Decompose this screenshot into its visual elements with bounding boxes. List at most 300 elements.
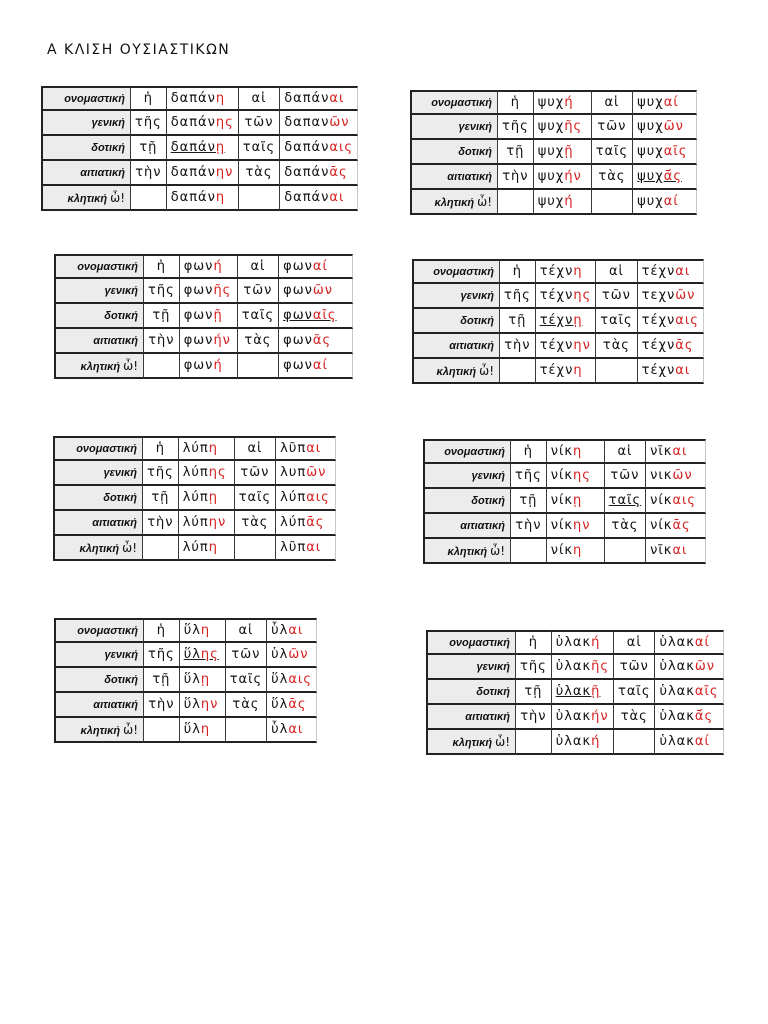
ending: αις: [306, 490, 330, 505]
ending: ᾱς: [672, 518, 691, 533]
declension-row-nominative: [54, 618, 317, 643]
case-label: δοτική: [423, 489, 511, 514]
ending: ήν: [213, 333, 231, 348]
plural-article: αἱ: [238, 254, 279, 279]
singular-article: τῆς: [131, 111, 167, 136]
singular-article: τῆς: [511, 464, 547, 489]
stem: ὕλ: [183, 722, 201, 737]
plural-form: [646, 539, 706, 564]
singular-form: [167, 136, 239, 161]
case-label: δοτική: [412, 309, 500, 334]
plural-form: [633, 140, 697, 165]
singular-form: [167, 161, 239, 186]
vocative-particle: ὦ!: [479, 363, 494, 378]
vocative-particle: ὦ!: [477, 194, 492, 209]
plural-article: τὰς: [239, 161, 280, 186]
singular-form: [180, 254, 238, 279]
plural-form: [646, 439, 706, 464]
stem: δαπάν: [284, 190, 330, 205]
plural-form: [267, 718, 317, 743]
ending: αις: [288, 672, 312, 687]
stem: τέχν: [539, 313, 574, 328]
singular-article: ἡ: [131, 86, 167, 111]
ending: ῶν: [672, 468, 693, 483]
declension-table-techni: [412, 259, 704, 384]
stem: νῖκ: [650, 543, 673, 558]
plural-article: τὰς: [238, 329, 279, 354]
singular-form: [536, 259, 597, 284]
plural-form: [638, 359, 704, 384]
plural-article: τῶν: [235, 461, 276, 486]
singular-article: ἡ: [500, 259, 536, 284]
singular-article: τῇ: [144, 668, 180, 693]
vocative-particle: ὦ!: [490, 543, 505, 558]
stem: νίκ: [650, 493, 673, 508]
ending: ης: [215, 115, 234, 130]
stem: ὕλ: [183, 623, 201, 638]
stem: ψυχ: [537, 194, 565, 209]
stem: τέχν: [641, 338, 676, 353]
declension-row-genitive: [412, 284, 704, 309]
singular-article: τῇ: [143, 486, 179, 511]
singular-form: [179, 436, 235, 461]
plural-article: ταῖς: [239, 136, 280, 161]
singular-article: τὴν: [498, 165, 534, 190]
singular-form: [180, 304, 238, 329]
stem: τέχν: [641, 363, 676, 378]
case-label: κλητική ὦ!: [41, 186, 131, 211]
singular-article: ἡ: [516, 630, 552, 655]
singular-article: ἡ: [143, 436, 179, 461]
declension-row-vocative: [423, 539, 706, 564]
singular-form: [179, 511, 235, 536]
singular-form: [180, 279, 238, 304]
case-label: δοτική: [54, 668, 144, 693]
singular-article: τῆς: [498, 115, 534, 140]
ending: ᾶς: [312, 333, 332, 348]
ending: αι: [306, 441, 322, 456]
singular-article: τῆς: [143, 461, 179, 486]
singular-form: [536, 334, 597, 359]
ending: ης: [200, 647, 219, 662]
case-label: ονομαστική: [412, 259, 500, 284]
singular-form: [179, 461, 235, 486]
singular-form: [180, 354, 238, 379]
stem: λῦπ: [280, 441, 307, 456]
singular-form: [552, 655, 614, 680]
plural-form: [633, 115, 697, 140]
declension-row-vocative: [54, 718, 317, 743]
singular-form: [547, 514, 605, 539]
ending: ην: [200, 697, 219, 712]
ending: ῶν: [306, 465, 327, 480]
declension-row-genitive: [423, 464, 706, 489]
stem: νίκ: [550, 493, 574, 508]
stem: ψυχ: [537, 119, 565, 134]
ending: ῇ: [591, 684, 601, 699]
declension-row-dative: [423, 489, 706, 514]
stem: τέχν: [539, 264, 574, 279]
singular-article: τὴν: [143, 511, 179, 536]
ending: η: [573, 363, 583, 378]
plural-form: [279, 329, 353, 354]
stem: φων: [183, 308, 214, 323]
singular-article: τῆς: [144, 279, 180, 304]
case-label: γενική: [426, 655, 516, 680]
plural-article: τὰς: [614, 705, 655, 730]
stem: ὑλακ: [555, 734, 592, 749]
stem: ὕλ: [183, 647, 201, 662]
ending: αῖς: [663, 144, 688, 159]
ending: ᾱς: [329, 165, 348, 180]
plural-form: [633, 190, 697, 215]
ending: αί: [312, 358, 328, 373]
case-label: αιτιατική: [423, 514, 511, 539]
case-label: αιτιατική: [41, 161, 131, 186]
case-label: δοτική: [426, 680, 516, 705]
stem: ὗλ: [271, 722, 289, 737]
singular-article: ἡ: [144, 254, 180, 279]
singular-form: [547, 464, 605, 489]
case-label: γενική: [41, 111, 131, 136]
singular-form: [552, 705, 614, 730]
stem: λύπ: [182, 441, 209, 456]
plural-article: ταῖς: [592, 140, 633, 165]
singular-form: [180, 668, 226, 693]
plural-form: [279, 254, 353, 279]
plural-form: [655, 655, 723, 680]
singular-form: [180, 618, 226, 643]
singular-article: [143, 536, 179, 561]
declension-row-nominative: [41, 86, 358, 111]
singular-article: τῇ: [144, 304, 180, 329]
ending: η: [573, 264, 583, 279]
singular-article: [131, 186, 167, 211]
case-label: δοτική: [54, 304, 144, 329]
singular-form: [180, 643, 226, 668]
ending: η: [208, 441, 218, 456]
ending: ήν: [564, 169, 582, 184]
singular-form: [534, 165, 592, 190]
stem: ψυχ: [637, 144, 664, 159]
case-label: αιτιατική: [54, 329, 144, 354]
singular-article: τὴν: [500, 334, 536, 359]
vocative-particle: ὦ!: [123, 358, 138, 373]
plural-form: [280, 136, 358, 161]
singular-form: [167, 186, 239, 211]
plural-form: [276, 461, 336, 486]
stem: νῖκ: [650, 444, 673, 459]
ending: αι: [672, 543, 688, 558]
declension-row-accusative: [410, 165, 697, 190]
ending: ήν: [591, 709, 609, 724]
stem: ὕλ: [271, 672, 289, 687]
ending: αι: [288, 623, 304, 638]
ending: ης: [208, 465, 227, 480]
plural-form: [633, 90, 697, 115]
vocative-particle: ὦ!: [495, 734, 510, 749]
singular-form: [536, 309, 597, 334]
ending: ή: [564, 194, 574, 209]
plural-article: τῶν: [238, 279, 279, 304]
plural-article: [235, 536, 276, 561]
declension-row-vocative: [426, 730, 724, 755]
stem: νίκ: [650, 518, 673, 533]
singular-form: [180, 693, 226, 718]
plural-form: [655, 705, 723, 730]
plural-article: ταῖς: [238, 304, 279, 329]
case-label: κλητική ὦ!: [54, 718, 144, 743]
stem: λύπ: [280, 490, 307, 505]
plural-form: [655, 630, 723, 655]
singular-article: [144, 354, 180, 379]
singular-article: τῆς: [500, 284, 536, 309]
ending: αι: [675, 363, 691, 378]
stem: λύπ: [182, 515, 209, 530]
declension-table-psychi: [410, 90, 697, 215]
plural-article: τὰς: [596, 334, 637, 359]
plural-article: τῶν: [592, 115, 633, 140]
case-label: δοτική: [53, 486, 143, 511]
ending: η: [215, 190, 226, 205]
singular-article: τῇ: [516, 680, 552, 705]
ending: αι: [288, 722, 304, 737]
singular-article: τῇ: [511, 489, 547, 514]
ending: η: [208, 540, 218, 555]
plural-form: [638, 259, 704, 284]
singular-article: τῇ: [500, 309, 536, 334]
stem: φων: [283, 358, 313, 373]
stem: ὑλακ: [555, 635, 592, 650]
case-label: αιτιατική: [410, 165, 498, 190]
ending: ῃ: [200, 672, 211, 687]
stem: ὑλακ: [555, 709, 592, 724]
plural-form: [267, 643, 317, 668]
ending: αι: [329, 91, 345, 106]
stem: ὕλ: [183, 697, 201, 712]
singular-form: [547, 439, 605, 464]
declension-row-accusative: [54, 693, 317, 718]
stem: ὑλακ: [659, 709, 695, 724]
declension-row-dative: [412, 309, 704, 334]
case-label: γενική: [54, 279, 144, 304]
stem: δαπαν: [284, 115, 330, 130]
ending: αί: [663, 95, 679, 110]
ending: ῃ: [573, 313, 583, 328]
case-label: κλητική ὦ!: [54, 354, 144, 379]
stem: τεχν: [641, 288, 676, 303]
case-label: κλητική ὦ!: [410, 190, 498, 215]
ending: ή: [564, 95, 574, 110]
plural-form: [280, 186, 358, 211]
stem: λύπ: [280, 515, 307, 530]
declension-row-accusative: [41, 161, 358, 186]
declension-row-dative: [410, 140, 697, 165]
singular-article: ἡ: [511, 439, 547, 464]
plural-article: αἱ: [605, 439, 646, 464]
case-label: γενική: [54, 643, 144, 668]
stem: φων: [183, 358, 214, 373]
singular-article: ἡ: [144, 618, 180, 643]
case-label: γενική: [410, 115, 498, 140]
stem: δαπάν: [170, 190, 216, 205]
stem: ψυχ: [637, 169, 664, 184]
case-label: ονομαστική: [53, 436, 143, 461]
singular-form: [180, 329, 238, 354]
plural-article: [592, 190, 633, 215]
stem: λύπ: [182, 465, 209, 480]
ending: ῶν: [329, 115, 350, 130]
declension-row-nominative: [410, 90, 697, 115]
declension-row-accusative: [426, 705, 724, 730]
plural-article: τῶν: [605, 464, 646, 489]
stem: ὕλ: [271, 697, 289, 712]
stem: ψυχ: [637, 194, 664, 209]
stem: ὑλακ: [659, 734, 695, 749]
plural-form: [267, 618, 317, 643]
plural-form: [279, 354, 353, 379]
plural-article: αἱ: [239, 86, 280, 111]
singular-article: [144, 718, 180, 743]
ending: αι: [306, 540, 322, 555]
singular-form: [179, 536, 235, 561]
declension-table-lypi: [53, 436, 336, 561]
declension-row-accusative: [423, 514, 706, 539]
stem: λύπ: [182, 540, 209, 555]
ending: αι: [675, 264, 691, 279]
case-label: αιτιατική: [412, 334, 500, 359]
stem: δαπάν: [170, 91, 216, 106]
plural-form: [646, 489, 706, 514]
declension-row-vocative: [412, 359, 704, 384]
ending: ῃ: [573, 493, 583, 508]
stem: ὕλ: [183, 672, 201, 687]
plural-article: ταῖς: [235, 486, 276, 511]
stem: νικ: [650, 468, 673, 483]
stem: τέχν: [641, 313, 676, 328]
case-label: αιτιατική: [426, 705, 516, 730]
stem: λυπ: [280, 465, 307, 480]
singular-form: [167, 111, 239, 136]
case-label: ονομαστική: [54, 254, 144, 279]
stem: φων: [283, 333, 313, 348]
ending: ῆς: [591, 659, 610, 674]
stem: φων: [283, 259, 313, 274]
ending: αί: [312, 259, 328, 274]
ending: ῆς: [564, 119, 583, 134]
case-label: γενική: [412, 284, 500, 309]
plural-article: ταῖς: [614, 680, 655, 705]
case-label: γενική: [53, 461, 143, 486]
singular-article: ἡ: [498, 90, 534, 115]
plural-form: [638, 334, 704, 359]
declension-row-accusative: [54, 329, 353, 354]
ending: αῖς: [312, 308, 337, 323]
plural-form: [646, 514, 706, 539]
plural-article: τὰς: [226, 693, 267, 718]
stem: λῦπ: [280, 540, 307, 555]
ending: αις: [329, 140, 353, 155]
declension-table-niki: [423, 439, 706, 564]
plural-form: [280, 161, 358, 186]
ending: αις: [672, 493, 697, 508]
plural-form: [655, 730, 723, 755]
case-label: αιτιατική: [54, 693, 144, 718]
declension-row-vocative: [410, 190, 697, 215]
stem: τέχν: [539, 338, 574, 353]
plural-article: [226, 718, 267, 743]
declension-row-nominative: [53, 436, 336, 461]
plural-article: [239, 186, 280, 211]
singular-article: [516, 730, 552, 755]
plural-form: [633, 165, 697, 190]
plural-article: τῶν: [239, 111, 280, 136]
ending: ῆς: [213, 283, 232, 298]
singular-article: [511, 539, 547, 564]
declension-row-genitive: [410, 115, 697, 140]
singular-article: τῆς: [144, 643, 180, 668]
ending: αι: [329, 190, 345, 205]
ending: ῃ: [215, 140, 226, 155]
case-label: ονομαστική: [410, 90, 498, 115]
declension-row-genitive: [41, 111, 358, 136]
ending: ᾱς: [675, 338, 694, 353]
declension-table-dapani: [41, 86, 358, 211]
stem: τέχν: [641, 264, 676, 279]
singular-article: τὴν: [131, 161, 167, 186]
stem: ψυχ: [537, 169, 565, 184]
plural-article: [238, 354, 279, 379]
plural-article: ταῖς: [226, 668, 267, 693]
declension-table-yli: [54, 618, 317, 743]
declension-row-vocative: [41, 186, 358, 211]
singular-form: [536, 284, 597, 309]
ending: ην: [215, 165, 234, 180]
declension-row-dative: [53, 486, 336, 511]
case-label: ονομαστική: [41, 86, 131, 111]
case-label: δοτική: [41, 136, 131, 161]
ending: ῶν: [288, 647, 309, 662]
plural-article: αἱ: [235, 436, 276, 461]
singular-article: [498, 190, 534, 215]
ending: ῇ: [564, 144, 574, 159]
stem: δαπάν: [284, 91, 330, 106]
plural-form: [279, 304, 353, 329]
ending: η: [573, 444, 583, 459]
singular-article: τὴν: [144, 329, 180, 354]
singular-article: [500, 359, 536, 384]
singular-form: [534, 90, 592, 115]
plural-form: [638, 309, 704, 334]
stem: δαπάν: [170, 140, 216, 155]
case-label: κλητική ὦ!: [412, 359, 500, 384]
singular-form: [534, 190, 592, 215]
ending: η: [215, 91, 226, 106]
singular-form: [167, 86, 239, 111]
stem: νίκ: [550, 543, 574, 558]
plural-article: τῶν: [226, 643, 267, 668]
singular-form: [552, 630, 614, 655]
stem: ὑλακ: [659, 659, 695, 674]
ending: ᾱ́ς: [694, 709, 714, 724]
plural-form: [279, 279, 353, 304]
ending: ην: [573, 518, 591, 533]
ending: ῶν: [312, 283, 334, 298]
vocative-particle: ὦ!: [122, 540, 137, 555]
ending: ης: [573, 288, 592, 303]
ending: ᾱ́ς: [663, 169, 682, 184]
vocative-particle: ὦ!: [110, 190, 125, 205]
